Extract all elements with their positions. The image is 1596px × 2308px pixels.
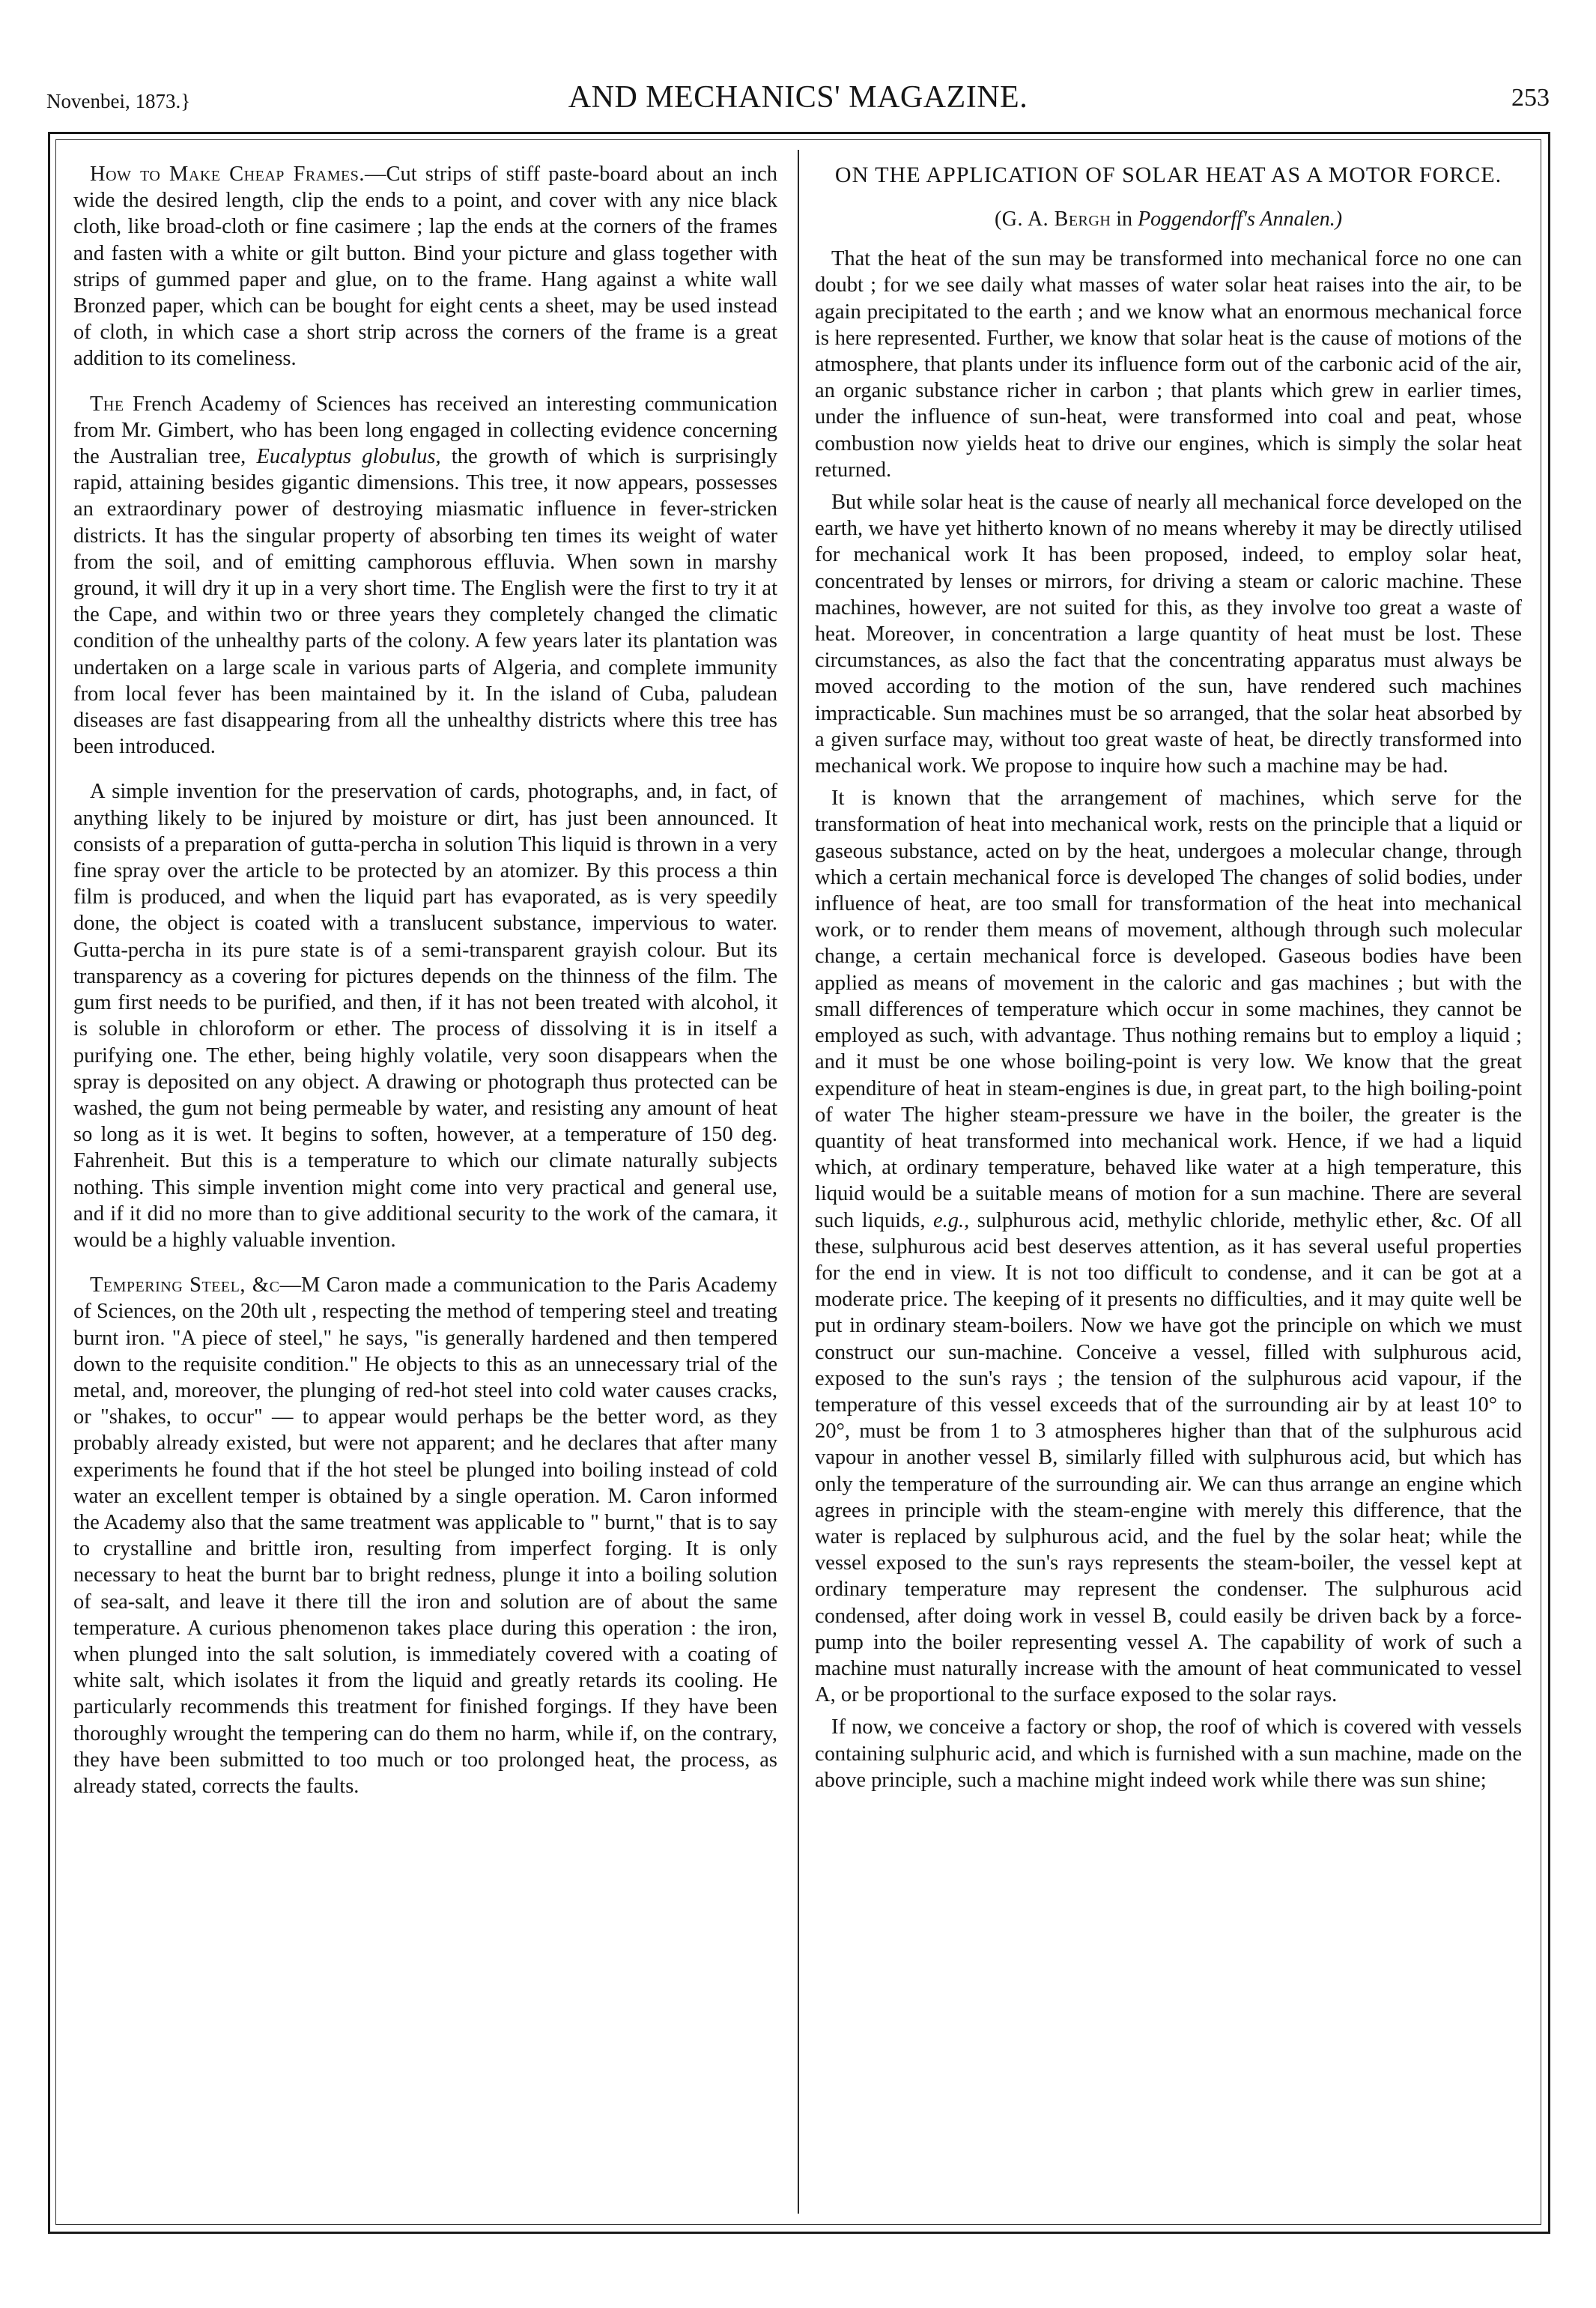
article-title: ON THE APPLICATION OF SOLAR HEAT AS A MOTOR FORCE.: [834, 163, 1502, 187]
article-heading: How to Make Cheap Frames.: [90, 163, 365, 186]
article-heading: Tempering Steel, &c: [90, 1273, 280, 1297]
article-body: A simple invention for the preservation of cards, photographs, and, in fact, of anything likely to be injured by moisture or dirt, has just been announced. It consists of a preparation of gutta-percha in solution This liquid is thrown in a very fine spray over the article to be protected by an atomizer. By this process a thin film is produced, and when the liquid part has evaporated, as is very speedily done, the object is coated with a translucent substance, impervious to water. Gutta-percha in its pure state is of a semi-transparent grayish colour. But its transparency as a covering for pictures depends on the thinness of the film. The gum first needs to be purified, and then, if it has not been treated with alcohol, it is soluble in chloroform or ether. The process of dissolving it is in itself a purifying one. The ether, being highly volatile, very soon disappears when the spray is deposited on any object. A drawing or photograph thus protected can be washed, the gum not being permeable by water, and resisting any amount of heat so long as it is wet. It begins to soften, however, at a temperature of 150 deg. Fahrenheit. But this is a temperature to which our climate naturally subjects nothing. This simple invention might come into very practical and general use, and if it did no more than to give additional security to the work of the camara, it would be a highly valuable invention.: [73, 780, 777, 1252]
article-body: —Cut strips of stiff paste-board about an inch wide the desired length, clip the ends to a point, and cover with any nice black cloth, like broad-cloth or fine casimere ; lap the ends at the corners of the frames and fasten with a white or gilt button. Bind your picture and glass together with strips of gummed paper and glue, on to the frame. Hang against a white wall Bronzed paper, which can be bought for eight cents a sheet, may be used instead of cloth, in which case a short strip across the corners of the frame is a great addition to its comeliness.: [73, 163, 777, 371]
magazine-title: AND MECHANICS' MAGAZINE.: [568, 80, 1028, 115]
abbreviation-eg: e.g.,: [933, 1208, 970, 1232]
paragraph: If now, we conceive a factory or shop, the roof of which is covered with vessels containing sulphuric acid, and which is furnished with a sun machine, made on the above principle, such a machine might indeed work while there was sun shine;: [815, 1715, 1522, 1792]
article-body-cont: the growth of which is surprisingly rapid, attaining besides gigantic dimensions. This tree, it now appears, possesses an extraordinary power of destroying miasmatic influence in fever-stricken districts. It has the singular property of absorbing ten times its weight of water from the soil, and of emitting camphorous effluvia. When sown in marshy ground, it will dry it up in a very short time. The English were the first to try it at the Cape, and within two or three years they completely changed the climatic condition of the unhealthy parts of the colony. A few years later its plantation was undertaken on a large scale in various parts of Algeria, and complete immunity from local fever has been maintained by it. In the island of Cuba, paludean diseases are fast disappearing from all the unhealthy districts where this tree has been introduced.: [73, 445, 777, 759]
paragraph: That the heat of the sun may be transformed into mechanical force no one can doubt ; for we see daily what masses of water solar heat raises into the air, to be again precipitated to the earth ; and we know what an enormous mechanical force is here represented. Further, we know that solar heat is the cause of motions of the atmosphere, that plants under its influence form out of the carbonic acid of the air, an organic substance richer in carbon ; that plants which grew in earlier times, under the influence of sun-heat, were transformed into coal and peat, whose combustion now yields heat to drive our engines, which is simply the solar heat returned.: [815, 247, 1522, 482]
article-gutta-percha: [73, 778, 777, 1253]
article-cheap-frames: [73, 161, 777, 372]
running-header: [46, 79, 1550, 124]
right-column: [815, 161, 1522, 2214]
article-body: French Academy of Sciences has received an interesting communication from Mr. Gimbert, who has been long engaged in collecting evidence concerning the Australian tree,: [73, 392, 777, 469]
left-column: [73, 161, 777, 2214]
issue-date: Novenbei, 1873.}: [46, 90, 191, 112]
paragraph-text: It is known that the arrangement of machines, which serve for the transformation of heat into mechanical work, rests on the principle that a liquid or gaseous substance, acted on by the heat, undergoes a molecular change, through which a certain mechanical force is developed The changes of solid bodies, under influence of heat, are too small for transformation of the heat into mechanical work, or to render them means of movement, although through such molecular change, a certain mechanical force is developed. Gaseous bodies have been applied as means of movement in the caloric and gas machines ; but with the small differences of temperature which occur in some machines, they cannot be employed as such, with advantage. Thus nothing remains but to employ a liquid ; and it must be one whose boiling-point is very low. We know that the great expenditure of heat in steam-engines is due, in great part, to the high boiling-point of water The higher steam-pressure we have in the boiler, the greater is the quantity of heat transformed into mechanical work. Hence, if we had a liquid which, at ordinary temperature, behaved like water at a high temperature, this liquid would be a suitable means of motion for a sun machine. There are several such liquids,: [815, 787, 1522, 1232]
column-divider: [798, 150, 799, 2214]
article-eucalyptus: [73, 391, 777, 760]
article-attribution: [815, 206, 1522, 232]
author-name: (G. A. Bergh: [994, 208, 1111, 231]
article-tempering-steel: [73, 1272, 777, 1799]
page-number: 253: [1511, 84, 1550, 112]
species-name: Eucalyptus globulus,: [256, 445, 441, 469]
paragraph: But while solar heat is the cause of nearly all mechanical force developed on the earth, we have yet hitherto known of no means whereby it may be directly utilised for mechanical work It has been proposed, indeed, to employ solar heat, concentrated by lenses or mirrors, for driving a steam or caloric machine. These machines, however, are not suited for this, as they involve too great a waste of heat. Moreover, in concentration a large quantity of heat must be lost. These circumstances, as also the fact that the concentrating apparatus must always be moved according to the motion of the sun, have rendered such machines impracticable. Sun machines must be so arranged, that the solar heat absorbed by a given surface may, without too great waste of heat, be directly transformed into mechanical work. We propose to inquire how such a machine may be had.: [815, 491, 1522, 778]
attribution-connector: in: [1111, 208, 1138, 231]
article-lead-word: The: [90, 392, 124, 416]
paragraph-text-cont: sulphurous acid, methylic chloride, methylic ether, &c. Of all these, sulphurous acid best deserves attention, as it has several useful properties for the end in view. It is not too difficult to condense, and it can be got at a moderate price. The keeping of it presents no difficulties, and it may quite well be put in ordinary steam-boilers. Now we have got the principle on which we must construct our sun-machine. Conceive a vessel, filled with sulphurous acid, exposed to the sun's rays ; the tension of the sulphurous acid vapour, if the temperature of this vessel exceeds that of the surrounding air by at least 10° to 20°, must be from 1 to 3 atmospheres higher than that of the sulphurous acid vapour in another vessel B, similarly filled with sulphurous acid, but which has only the temperature of the surrounding air. We can thus arrange an engine which agrees in principle with the steam-engine with merely this difference, that the water is replaced by sulphurous acid, and the fuel by the solar heat; while the vessel exposed to the sun's rays represents the steam-boiler, the vessel kept at ordinary temperature may represent the condenser. The sulphurous acid condensed, after doing work in vessel B, could easily be driven back by a force-pump into the boiler representing vessel A. The capability of work of such a machine must naturally increase with the amount of heat communicated to vessel A, or be proportional to the surface exposed to the solar rays.: [815, 1208, 1522, 1707]
paragraph: [815, 785, 1522, 1708]
journal-name: Poggendorff's Annalen.): [1138, 208, 1343, 231]
article-body: —M Caron made a communication to the Paris Academy of Sciences, on the 20th ult , respecting the method of tempering steel and treating burnt iron. "A piece of steel," he says, "is generally hardened and then tempered down to the requisite condition." He objects to this as an unnecessary trial of the metal, and, moreover, the plunging of red-hot steel into cold water causes cracks, or "shakes, to occur" — to appear would perhaps be the better word, as they probably already existed, but were not apparent; and he declares that after many experiments he found that if the hot steel be plunged into boiling instead of cold water an excellent temper is obtained by a single operation. M. Caron informed the Academy also that the same treatment was applicable to " burnt," that is to say to crystalline and brittle iron, resulting from imperfect forging. It is only necessary to heat the burnt bar to bright redness, plunge it into a boiling solution of sea-salt, and leave it there till the iron and solution are of about the same temperature. A curious phenomenon takes place during this operation : the iron, when plunged into the salt solution, is immediately covered with a coating of white salt, which isolates it from the liquid and greatly retards its cooling. He particularly recommends this treatment for finished forgings. If they have been thoroughly wrought the tempering can do them no harm, while if, on the contrary, they have been submitted to too much or too prolonged heat, the process, as already stated, corrects the faults.: [73, 1273, 777, 1798]
